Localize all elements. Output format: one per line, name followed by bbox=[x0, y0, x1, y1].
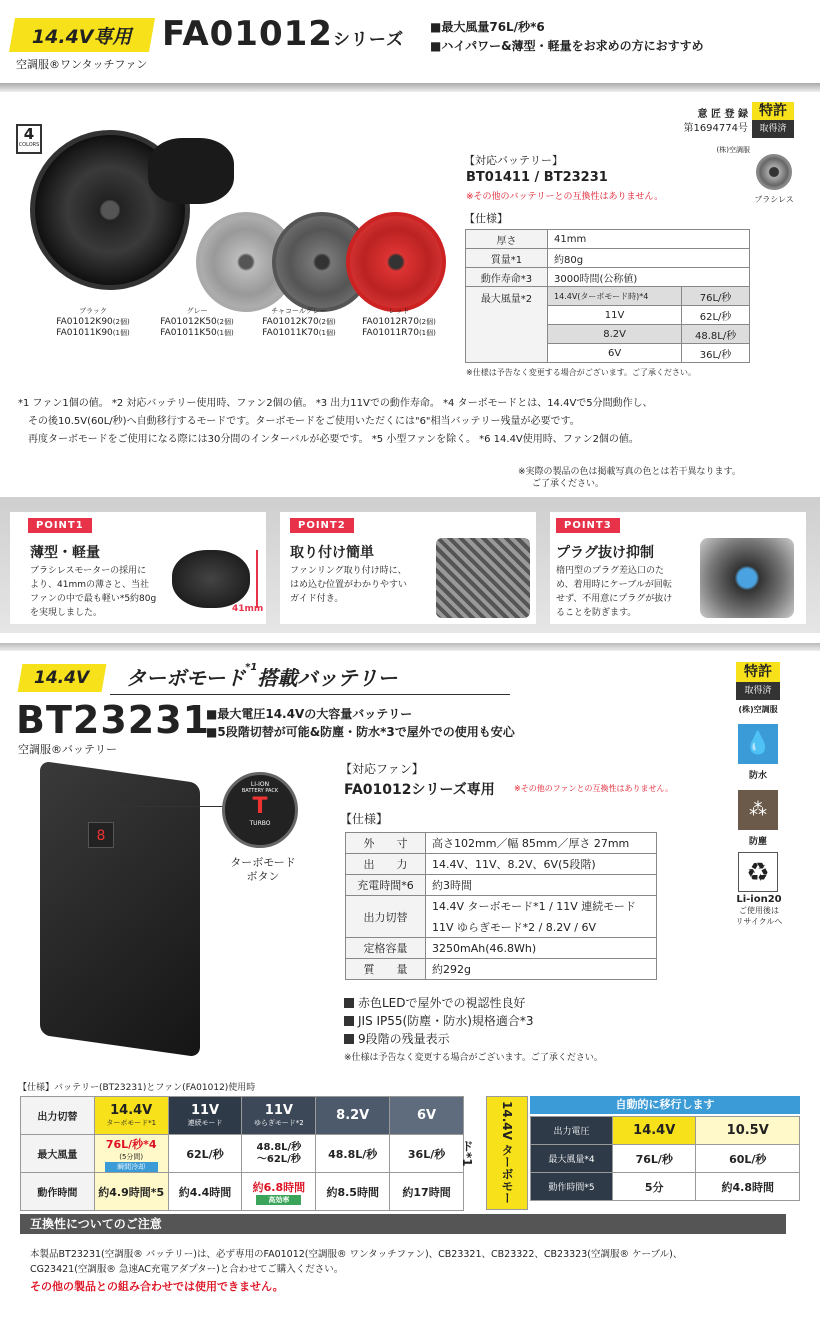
combo-flow-cell bbox=[94, 1135, 168, 1173]
fan-label-grey-q1: (2個) bbox=[216, 318, 234, 326]
combo-mode-name: 14.4V bbox=[110, 1103, 153, 1118]
colors-label: COLORS bbox=[18, 142, 40, 148]
design-line-1: 意 匠 登 録 bbox=[697, 109, 748, 120]
fan-label-charcoal bbox=[244, 306, 354, 339]
turbo-side-label: 14.4V ターボモード*1 bbox=[486, 1096, 528, 1210]
turbo-col2-cell: 60L/秒 bbox=[696, 1145, 800, 1173]
turbo-pack-text-1: LI-ION bbox=[250, 781, 270, 788]
colors-count: 4 bbox=[23, 125, 35, 143]
patent-badge bbox=[752, 102, 794, 138]
turbo-header bbox=[530, 1096, 800, 1114]
fan-label-charcoal-q2: (1個) bbox=[318, 329, 336, 337]
header-subtitle: 空調服®ワンタッチファン bbox=[16, 58, 148, 71]
fan-label-red-code2: FA01011R70 bbox=[362, 328, 419, 338]
recycle-label-3: リサイクルへ bbox=[735, 917, 783, 926]
battery-spec-row bbox=[346, 854, 657, 875]
turbo-col2-cell: 約4.8時間 bbox=[696, 1173, 800, 1201]
fan-airflow-mode: 14.4V(ターボモード時)*4 bbox=[548, 287, 682, 306]
turbo-callout-line bbox=[114, 806, 224, 807]
fan-label-black-q2: (1個) bbox=[112, 329, 130, 337]
battery-spec-label: 質 量 bbox=[346, 959, 426, 980]
fan-label-black-q1: (2個) bbox=[112, 318, 130, 326]
compat-title-bar bbox=[20, 1214, 786, 1234]
battery-spec-label: 充電時間*6 bbox=[346, 875, 426, 896]
turbo-row-label: 出力電圧 bbox=[531, 1117, 613, 1145]
bullet-square-icon bbox=[344, 1016, 354, 1026]
section-divider bbox=[0, 643, 820, 651]
point-3-label: POINT3 bbox=[556, 518, 620, 533]
point-2-text-line: ファンリング取り付け時に、 bbox=[290, 566, 407, 576]
fan-airflow-mode: 8.2V bbox=[548, 325, 682, 344]
fan-label-grey-q2: (1個) bbox=[216, 329, 234, 337]
battery-spec-value: 約292g bbox=[426, 959, 657, 980]
combo-flow-sub: 〜62L/秒 bbox=[256, 1153, 301, 1165]
fan-label-red-q2: (1個) bbox=[418, 329, 436, 337]
battery-bullet-text: 9段階の残量表示 bbox=[358, 1032, 450, 1046]
footnote-line-1: *1 ファン1個の値。 *2 対応バッテリー使用時、ファン2個の値。 *3 出力11Vでの動作寿命。 *4 ターボモードとは、14.4Vで5分間動作し、 bbox=[18, 398, 653, 409]
fan-spec-airflow-label: 最大風量*2 bbox=[466, 287, 548, 363]
battery-spec-row bbox=[346, 959, 657, 980]
combo-mode-cell bbox=[94, 1097, 168, 1135]
battery-bullet-text: 赤色LEDで屋外での視認性良好 bbox=[358, 996, 526, 1010]
battery-patent-label: 特許 bbox=[736, 662, 780, 682]
turbo-t-icon: T bbox=[252, 794, 268, 819]
battery-spec-label: 外 寸 bbox=[346, 833, 426, 854]
brushless-icon bbox=[756, 154, 792, 190]
battery-patent-badge bbox=[736, 662, 780, 700]
turbo-pack-text-2: BATTERY PACK bbox=[241, 788, 279, 794]
model-series: シリーズ bbox=[332, 30, 405, 50]
battery-fan-note: ※その他のファンとの互換性はありません。 bbox=[514, 784, 674, 793]
battery-spec-value: 高さ102mm／幅 85mm／厚さ 27mm bbox=[426, 833, 657, 854]
point-3-title: プラグ抜け抑制 bbox=[556, 545, 654, 561]
color-note-2: ご了承ください。 bbox=[532, 479, 605, 489]
design-owner: (株)空調服 bbox=[716, 146, 750, 154]
combo-flow-sub: (5分間) bbox=[119, 1152, 144, 1161]
point-2-card bbox=[280, 512, 536, 624]
battery-patent-owner: (株)空調服 bbox=[738, 705, 778, 714]
fan-label-grey bbox=[142, 306, 252, 339]
turbo-row-label: 最大風量*4 bbox=[531, 1145, 613, 1173]
fan-label-charcoal-color: チャコールグレー bbox=[271, 307, 327, 315]
fan-label-red-q1: (2個) bbox=[418, 318, 436, 326]
battery-title bbox=[126, 662, 397, 691]
fan-label-red bbox=[344, 306, 454, 339]
combo-mode-name: 8.2V bbox=[336, 1108, 370, 1123]
fan-airflow-value: 62L/秒 bbox=[682, 306, 750, 325]
recycle-label-1: Li-ion20 bbox=[736, 894, 782, 905]
battery-bullets bbox=[344, 994, 534, 1048]
combo-table-caption: 【仕様】バッテリー(BT23231)とファン(FA01012)使用時 bbox=[18, 1083, 256, 1093]
combo-flow-value: 76L/秒*4 bbox=[105, 1137, 157, 1151]
combo-mode-sub: ターボモード*1 bbox=[106, 1119, 157, 1127]
fan-battery-title: 【対応バッテリー】 bbox=[464, 154, 563, 167]
turbo-button-label-2: ボタン bbox=[246, 870, 280, 883]
point-1-text-line: を実現しました。 bbox=[30, 608, 103, 618]
turbo-col1-cell: 5分 bbox=[613, 1173, 696, 1201]
combo-table bbox=[20, 1096, 464, 1211]
fan-label-charcoal-code2: FA01011K70 bbox=[262, 328, 319, 338]
fan-spec-value: 約80g bbox=[548, 249, 750, 268]
battery-patent-sub: 取得済 bbox=[744, 686, 772, 696]
fan-spec-value: 3000時間(公称値) bbox=[548, 268, 750, 287]
point-2-text-line: ガイド付き。 bbox=[290, 594, 344, 604]
combo-flow-row bbox=[21, 1135, 464, 1173]
turbo-col1-cell: 76L/秒 bbox=[613, 1145, 696, 1173]
point-2-text bbox=[290, 564, 407, 606]
battery-spec-value: 約3時間 bbox=[426, 875, 657, 896]
turbo-button-closeup bbox=[222, 772, 298, 848]
model-number: FA01012 bbox=[162, 14, 333, 54]
waterproof-icon: 💧 bbox=[738, 724, 778, 764]
fan-spec-row bbox=[466, 268, 750, 287]
battery-point-1: ■最大電圧14.4Vの大容量バッテリー bbox=[206, 707, 413, 721]
battery-spec-label: 出力切替 bbox=[346, 896, 426, 938]
battery-voltage-text: 14.4V bbox=[34, 668, 90, 688]
combo-flow-cell bbox=[242, 1135, 316, 1173]
combo-row-label: 出力切替 bbox=[21, 1097, 95, 1135]
battery-spec-row bbox=[346, 833, 657, 854]
battery-title-sup: *1 bbox=[245, 662, 258, 673]
header-point-2: ■ハイパワー&薄型・軽量をお求めの方におすすめ bbox=[430, 39, 704, 53]
recycle-icon: ♻ bbox=[738, 852, 778, 892]
fan-spec-title: 【仕様】 bbox=[464, 212, 508, 225]
battery-spec-label: 出 力 bbox=[346, 854, 426, 875]
turbo-row-label: 動作時間*5 bbox=[531, 1173, 613, 1201]
fan-label-black bbox=[38, 306, 148, 339]
battery-spec-title: 【仕様】 bbox=[340, 812, 389, 826]
combo-time-value: 約6.8時間 bbox=[252, 1180, 306, 1194]
fan-label-black-code1: FA01012K90 bbox=[56, 317, 113, 327]
fan-spec-note: ※仕様は予告なく変更する場合がございます。ご了承ください。 bbox=[466, 368, 697, 377]
fan-label-charcoal-code1: FA01012K70 bbox=[262, 317, 319, 327]
turbo-col2-cell: 10.5V bbox=[696, 1117, 800, 1145]
combo-time-tag: 高効率 bbox=[256, 1195, 301, 1205]
colors-badge bbox=[16, 124, 42, 154]
battery-bullet-item bbox=[344, 1012, 534, 1030]
battery-bullet-item bbox=[344, 994, 534, 1012]
combo-flow-cell: 36L/秒 bbox=[390, 1135, 464, 1173]
fan-label-grey-color: グレー bbox=[186, 307, 208, 315]
fan-spec-value: 41mm bbox=[548, 230, 750, 249]
fan-label-charcoal-q1: (2個) bbox=[318, 318, 336, 326]
combo-time-cell: 約17時間 bbox=[390, 1173, 464, 1211]
combo-time-row bbox=[21, 1173, 464, 1211]
battery-spec-value: 14.4V、11V、8.2V、6V(5段階) bbox=[426, 854, 657, 875]
fan-airflow-value: 48.8L/秒 bbox=[682, 325, 750, 344]
bullet-square-icon bbox=[344, 998, 354, 1008]
point-2-title: 取り付け簡単 bbox=[290, 545, 374, 561]
combo-row-label: 最大風量 bbox=[21, 1135, 95, 1173]
point-3-text bbox=[556, 564, 672, 620]
dustproof-label: 防塵 bbox=[748, 837, 767, 847]
battery-spec-table bbox=[345, 832, 657, 980]
battery-title-main: ターボモード bbox=[126, 666, 246, 690]
fan-spec-label: 動作寿命*3 bbox=[466, 268, 548, 287]
turbo-header-text: 自動的に移行します bbox=[615, 1098, 715, 1111]
bullet-square-icon bbox=[344, 1034, 354, 1044]
patent-badge-label: 特許 bbox=[752, 102, 794, 120]
footnote-line-2: その後10.5V(60L/秒)へ自動移行するモードです。ターボモードをご使用いただくには"6"相当バッテリー残量が必要です。 bbox=[28, 416, 580, 427]
battery-spec-note: ※仕様は予告なく変更する場合がございます。ご了承ください。 bbox=[344, 1053, 603, 1063]
combo-row-label: 動作時間 bbox=[21, 1173, 95, 1211]
point-1-text bbox=[30, 564, 156, 620]
fan-label-black-color: ブラック bbox=[79, 307, 107, 315]
point-3-text-line: ることを防ぎます。 bbox=[556, 608, 637, 618]
header-divider bbox=[0, 83, 820, 92]
point-3-card bbox=[550, 512, 806, 624]
fan-spec-row bbox=[466, 287, 750, 306]
fan-airflow-mode: 11V bbox=[548, 306, 682, 325]
combo-flow-cell: 48.8L/秒 bbox=[316, 1135, 390, 1173]
turbo-pack-text-3: TURBO bbox=[249, 820, 271, 827]
point-1-dim: 41mm bbox=[232, 604, 264, 614]
footnote-line-3: 再度ターボモードをご使用になる際には30分間のインターバルが必要です。 *5 小型ファンを除く。 *6 14.4V使用時、ファン2個の値。 bbox=[28, 434, 639, 445]
combo-mode-cell bbox=[168, 1097, 242, 1135]
header-point-1: ■最大風量76L/秒*6 bbox=[430, 20, 545, 34]
battery-spec-value: 11V ゆらぎモード*2 / 8.2V / 6V bbox=[426, 917, 657, 938]
waterproof-label: 防水 bbox=[748, 771, 767, 781]
recycle-label bbox=[726, 894, 792, 927]
fan-airflow-mode: 6V bbox=[548, 344, 682, 363]
point-1-card bbox=[10, 512, 266, 624]
fan-spec-label: 質量*1 bbox=[466, 249, 548, 268]
turbo-button-label bbox=[222, 856, 304, 884]
fan-label-black-code2: FA01011K90 bbox=[56, 328, 113, 338]
combo-flow-value: 48.8L/秒 bbox=[256, 1141, 302, 1153]
combo-time-cell: 約4.9時間*5 bbox=[94, 1173, 168, 1211]
color-note-1: ※実際の製品の色は掲載写真の色とは若干異なります。 bbox=[518, 467, 741, 477]
fan-label-grey-code2: FA01011K50 bbox=[160, 328, 217, 338]
combo-mode-name: 11V bbox=[264, 1103, 293, 1118]
point-1-text-line: より、41mmの薄さと、当社 bbox=[30, 580, 149, 590]
battery-spec-value: 3250mAh(46.8Wh) bbox=[426, 938, 657, 959]
combo-mode-sub: 連続モード bbox=[187, 1119, 223, 1127]
compat-text-2: CG23421(空調服® 急速AC充電アダプター)と合わせてご購入ください。 bbox=[30, 1264, 344, 1275]
compat-warning: その他の製品との組み合わせでは使用できません。 bbox=[30, 1280, 284, 1293]
turbo-table bbox=[530, 1116, 800, 1201]
point-2-text-line: はめ込む位置がわかりやすい bbox=[290, 580, 408, 590]
battery-bullet-item bbox=[344, 1030, 534, 1048]
fan-label-red-color: レッド bbox=[388, 307, 410, 315]
design-line-2: 第1694774号 bbox=[683, 123, 748, 134]
point-1-text-line: ファンの中で最も軽い*5約80g bbox=[30, 594, 157, 604]
combo-mode-name: 11V bbox=[190, 1103, 220, 1118]
fan-spec-table bbox=[465, 229, 750, 363]
compat-title: 互換性についてのご注意 bbox=[30, 1217, 162, 1231]
point-1-image bbox=[172, 550, 250, 608]
turbo-button-label-1: ターボモード bbox=[230, 856, 296, 869]
battery-subtitle: 空調服®バッテリー bbox=[18, 743, 117, 756]
combo-mode-cell bbox=[242, 1097, 316, 1135]
fan-battery-models: BT01411 / BT23231 bbox=[466, 170, 608, 185]
turbo-row bbox=[531, 1145, 800, 1173]
fan-spec-row bbox=[466, 230, 750, 249]
fan-spec-label: 厚さ bbox=[466, 230, 548, 249]
turbo-col1-cell: 14.4V bbox=[613, 1117, 696, 1145]
voltage-badge bbox=[9, 18, 155, 52]
combo-flow-tag: 瞬間冷却 bbox=[105, 1162, 158, 1172]
point-1-title: 薄型・軽量 bbox=[30, 545, 100, 561]
point-1-text-line: ブラシレスモーターの採用に bbox=[30, 566, 147, 576]
dustproof-icon: ⁂ bbox=[738, 790, 778, 830]
design-registration bbox=[680, 108, 748, 136]
battery-spec-value: 14.4V ターボモード*1 / 11V 連続モード bbox=[426, 896, 657, 917]
battery-led-display: 8 bbox=[88, 822, 114, 848]
fan-battery-note: ※その他のバッテリーとの互換性はありません。 bbox=[466, 192, 664, 202]
point-2-label: POINT2 bbox=[290, 518, 354, 533]
point-3-image bbox=[700, 538, 794, 618]
combo-time-cell: 約4.4時間 bbox=[168, 1173, 242, 1211]
point-1-label: POINT1 bbox=[28, 518, 92, 533]
combo-flow-cell: 62L/秒 bbox=[168, 1135, 242, 1173]
brushless-label: ブラシレス bbox=[754, 195, 794, 204]
fan-airflow-value: 76L/秒 bbox=[682, 287, 750, 306]
fan-black-side-image bbox=[148, 138, 234, 204]
point-1-dim-line bbox=[256, 550, 258, 608]
combo-mode-cell bbox=[316, 1097, 390, 1135]
battery-model: BT23231 bbox=[16, 698, 211, 742]
combo-mode-sub: ゆらぎモード*2 bbox=[254, 1119, 304, 1127]
turbo-row bbox=[531, 1173, 800, 1201]
battery-spec-row bbox=[346, 938, 657, 959]
fan-label-grey-code1: FA01012K50 bbox=[160, 317, 217, 327]
point-3-text-line: め、着用時にケーブルが回転 bbox=[556, 580, 672, 590]
point-3-text-line: せず、不用意にプラグが抜け bbox=[556, 594, 673, 604]
combo-mode-name: 6V bbox=[417, 1108, 437, 1123]
battery-title-end: 搭載バッテリー bbox=[257, 666, 398, 690]
combo-time-cell bbox=[242, 1173, 316, 1211]
point-3-text-line: 楕円型のプラグ差込口のた bbox=[556, 566, 665, 576]
battery-spec-row bbox=[346, 875, 657, 896]
combo-time-cell: 約8.5時間 bbox=[316, 1173, 390, 1211]
battery-title-underline bbox=[110, 694, 510, 695]
fan-spec-row bbox=[466, 249, 750, 268]
compat-text-1: 本製品BT23231(空調服® バッテリー)は、必ず専用のFA01012(空調服® ワンタッチファン)、CB23321、CB23322、CB23323(空調服® ケーブル)、 bbox=[30, 1249, 683, 1260]
combo-header-row bbox=[21, 1097, 464, 1135]
battery-bullet-text: JIS IP55(防塵・防水)規格適合*3 bbox=[358, 1014, 534, 1028]
combo-mode-cell bbox=[390, 1097, 464, 1135]
battery-voltage-badge bbox=[18, 664, 107, 692]
patent-badge-sub: 取得済 bbox=[759, 124, 787, 134]
fan-label-red-code1: FA01012R70 bbox=[362, 317, 419, 327]
battery-spec-label: 定格容量 bbox=[346, 938, 426, 959]
battery-point-2: ■5段階切替が可能&防塵・防水*3で屋外での使用も安心 bbox=[206, 725, 515, 739]
model-title bbox=[162, 14, 404, 54]
voltage-badge-text: 14.4V専用 bbox=[32, 25, 132, 48]
battery-spec-row bbox=[346, 896, 657, 917]
point-2-image bbox=[436, 538, 530, 618]
battery-fan-title: 【対応ファン】 bbox=[340, 762, 424, 776]
battery-fan-series: FA01012シリーズ専用 bbox=[344, 782, 495, 798]
turbo-row bbox=[531, 1117, 800, 1145]
fan-red-image bbox=[346, 212, 446, 312]
recycle-label-2: ご使用後は bbox=[739, 906, 779, 915]
fan-airflow-value: 36L/秒 bbox=[682, 344, 750, 363]
